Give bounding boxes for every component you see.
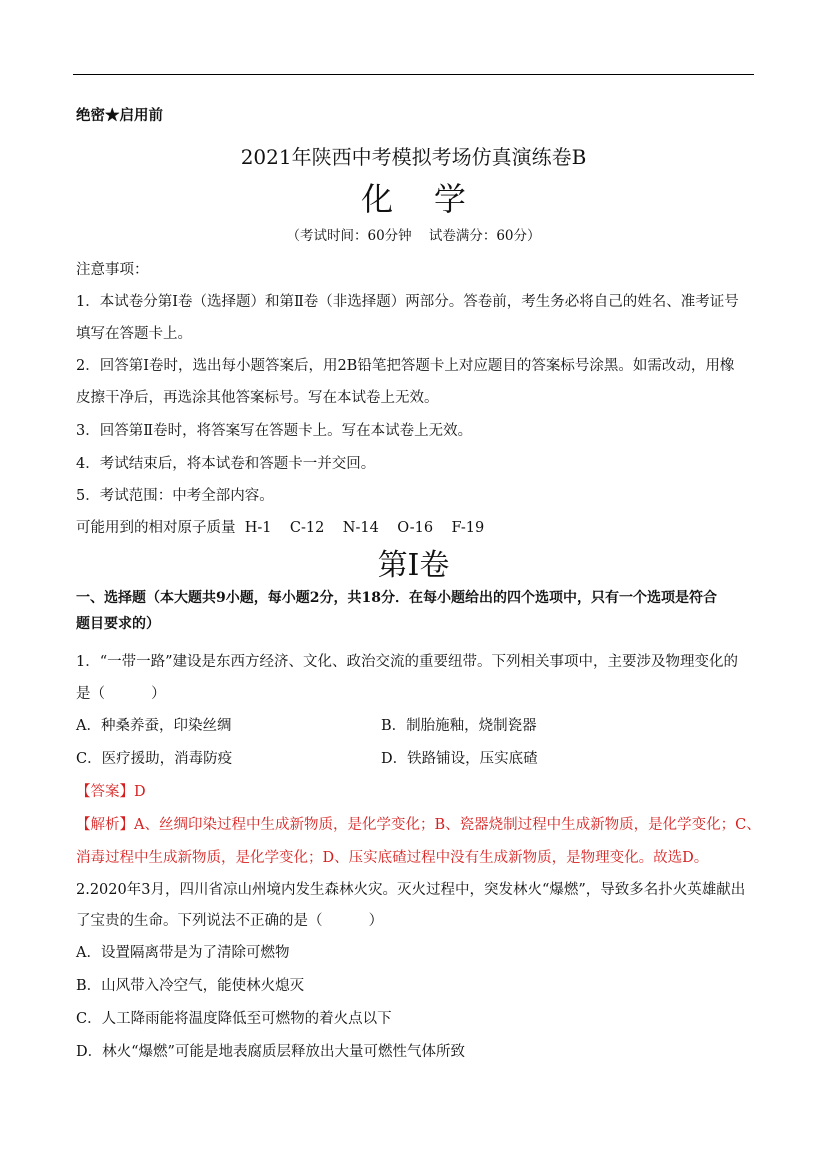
exam-info: （考试时间：60分钟 试卷满分：60分） [286, 228, 541, 244]
atomic-masses: 可能用到的相对原子质量 H-1 C-12 N-14 O-16 F-19 [76, 520, 485, 536]
question-2-stem: 2.2020年3月，四川省凉山州境内发生森林火灾。灭火过程中，突发林火“爆燃”，导致多名扑火英雄献出 [76, 882, 746, 898]
question-1-option-b: B．制胎施釉，烧制瓷器 [381, 718, 537, 734]
question-1-stem: 1．“一带一路”建设是东西方经济、文化、政治交流的重要纽带。下列相关事项中，主要涉及物理变化的 [76, 654, 739, 670]
question-2-option-b: B．山风带入冷空气，能使林火熄灭 [76, 978, 305, 994]
part-title: 第Ⅰ卷 [377, 548, 450, 583]
question-2-stem: 了宝贵的生命。下列说法不正确的是（ ） [76, 913, 384, 929]
question-1-option-a: A．种桑养蚕，印染丝绸 [76, 718, 232, 734]
question-2-option-a: A．设置隔离带是为了清除可燃物 [76, 945, 290, 961]
note-line: 填写在答题卡上。 [76, 326, 192, 342]
notes-heading: 注意事项： [76, 262, 149, 278]
question-1-answer: 【答案】D [76, 784, 146, 800]
question-1-analysis: 消毒过程中生成新物质，是化学变化；D、压实底碴过程中没有生成新物质，是物理变化。故选D。 [76, 850, 709, 866]
note-line: 5．考试范围：中考全部内容。 [76, 488, 274, 504]
question-1-option-c: C．医疗援助，消毒防疫 [76, 751, 233, 767]
note-line: 1．本试卷分第Ⅰ卷（选择题）和第Ⅱ卷（非选择题）两部分。答卷前，考生务必将自己的姓名、准考证号 [76, 294, 739, 310]
section-header: 一、选择题（本大题共9小题，每小题2分，共18分．在每小题给出的四个选项中，只有一个选项是符合 [76, 590, 717, 606]
note-line: 3．回答第Ⅱ卷时，将答案写在答题卡上。写在本试卷上无效。 [76, 423, 473, 439]
exam-title: 2021年陕西中考模拟考场仿真演练卷B [240, 145, 587, 169]
secret-label: 绝密★启用前 [76, 107, 163, 124]
question-1-stem: 是（ ） [76, 686, 166, 702]
question-2-option-d: D．林火“爆燃”可能是地表腐质层释放出大量可燃性气体所致 [76, 1044, 465, 1060]
question-1-option-d: D．铁路铺设，压实底碴 [381, 751, 538, 767]
question-1-analysis: 【解析】A、丝绸印染过程中生成新物质，是化学变化；B、瓷器烧制过程中生成新物质，是化学变化；C、 [76, 817, 761, 833]
note-line: 皮擦干净后，再选涂其他答案标号。写在本试卷上无效。 [76, 390, 439, 406]
header-rule [73, 74, 754, 75]
question-2-option-c: C．人工降雨能将温度降低至可燃物的着火点以下 [76, 1011, 392, 1027]
note-line: 4．考试结束后，将本试卷和答题卡一并交回。 [76, 456, 376, 472]
subject-title: 化 学 [361, 180, 466, 218]
note-line: 2．回答第Ⅰ卷时，选出每小题答案后，用2B铅笔把答题卡上对应题目的答案标号涂黑。如需改动，用橡 [76, 358, 735, 374]
section-header: 题目要求的） [76, 616, 160, 632]
